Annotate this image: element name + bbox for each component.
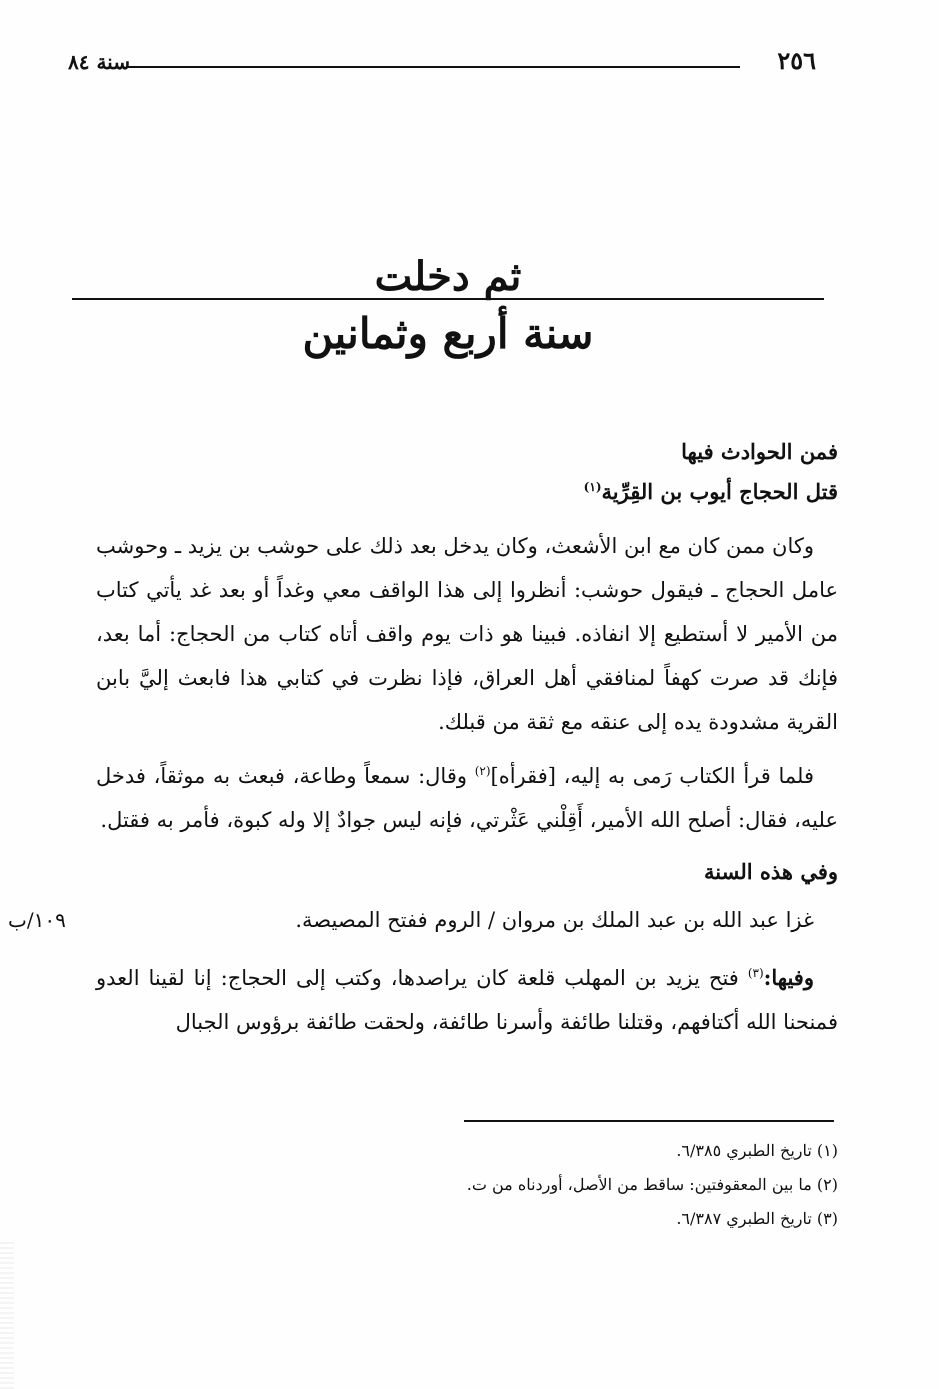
paragraph-3-text: غزا عبد الله بن عبد الملك بن مروان / الروم ففتح المصيصة. [295, 908, 814, 932]
footnote-3: (٣) تاريخ الطبري ٦/٣٨٧. [676, 1209, 838, 1228]
paragraph-3 [8, 898, 838, 942]
header-rule [126, 66, 740, 68]
paragraph-4-lead: وفيها: [763, 965, 814, 990]
paragraph-2 [96, 754, 838, 842]
paragraph-4-text: فتح يزيد بن المهلب قلعة كان يراصدها، وكتب إلى الحجاج: إنا لقينا العدو فمنحنا الله أكتافهم، وقتلنا طائفة وأسرنا طائفة، ولحقت طائفة برؤوس الجبال [96, 966, 838, 1034]
footnote-2: (٢) ما بين المعقوفتين: ساقط من الأصل، أوردناه من ت. [466, 1175, 838, 1194]
running-header [68, 44, 816, 78]
footnote-rule [464, 1120, 834, 1122]
footnote-ref-2: (٢) [474, 764, 491, 778]
section-heading: فمن الحوادث فيها [681, 439, 838, 464]
chapter-title [72, 252, 824, 366]
footnote-1: (١) تاريخ الطبري ٦/٣٨٥. [676, 1141, 838, 1160]
footnote-ref-3: (٣) [747, 966, 764, 980]
paragraph-1: وكان ممن كان مع ابن الأشعث، وكان يدخل بعد ذلك على حوشب بن يزيد ـ وحوشب عامل الحجاج ـ فيقول حوشب: أنظروا إلى هذا الواقف معي وغداً أو بعد غد يأتي كتاب من الأمير لا أستطيع إلا انفاذه. فبينا هو ذات يوم واقف أتاه كتاب من الحجاج: أما بعد، فإنك قد صرت كهفاً لمنافقي أهل العراق، فإذا نظرت في كتابي هذا فابعث إليَّ بابن القرية مشدودة يده إلى عنقه مع ثقة من قبلك. [96, 534, 838, 734]
title-line-2: سنة أربع وثمانين [302, 309, 594, 358]
event-heading [96, 472, 838, 512]
footnote-ref-1: (١) [583, 480, 602, 494]
event-heading-text: قتل الحجاج أيوب بن القِرِّية [601, 479, 838, 504]
scan-edge-noise [0, 1240, 14, 1389]
year-events-heading: وفي هذه السنة [704, 859, 838, 884]
running-title: سنة ٨٤ [68, 50, 130, 74]
body-text [8, 432, 838, 1054]
page-number: ٢٥٦ [777, 46, 816, 75]
footnotes [300, 1134, 838, 1236]
manuscript-folio-marker: ١٠٩/ب [8, 908, 66, 932]
paragraph-2-part-b: وقال: سمعاً وطاعة، فبعث به موثقاً، فدخل عليه، فقال: أصلح الله الأمير، أَقِلْني عَثْرتي، فإنه ليس جوادٌ إلا وله كبوة، فأمر به فقتل. [96, 764, 838, 832]
paragraph-4 [96, 956, 838, 1044]
title-line-1: ثم دخلت [374, 253, 522, 300]
paragraph-2-part-a: فلما قرأ الكتاب رَمى به إليه، [فقرأه] [490, 764, 814, 788]
